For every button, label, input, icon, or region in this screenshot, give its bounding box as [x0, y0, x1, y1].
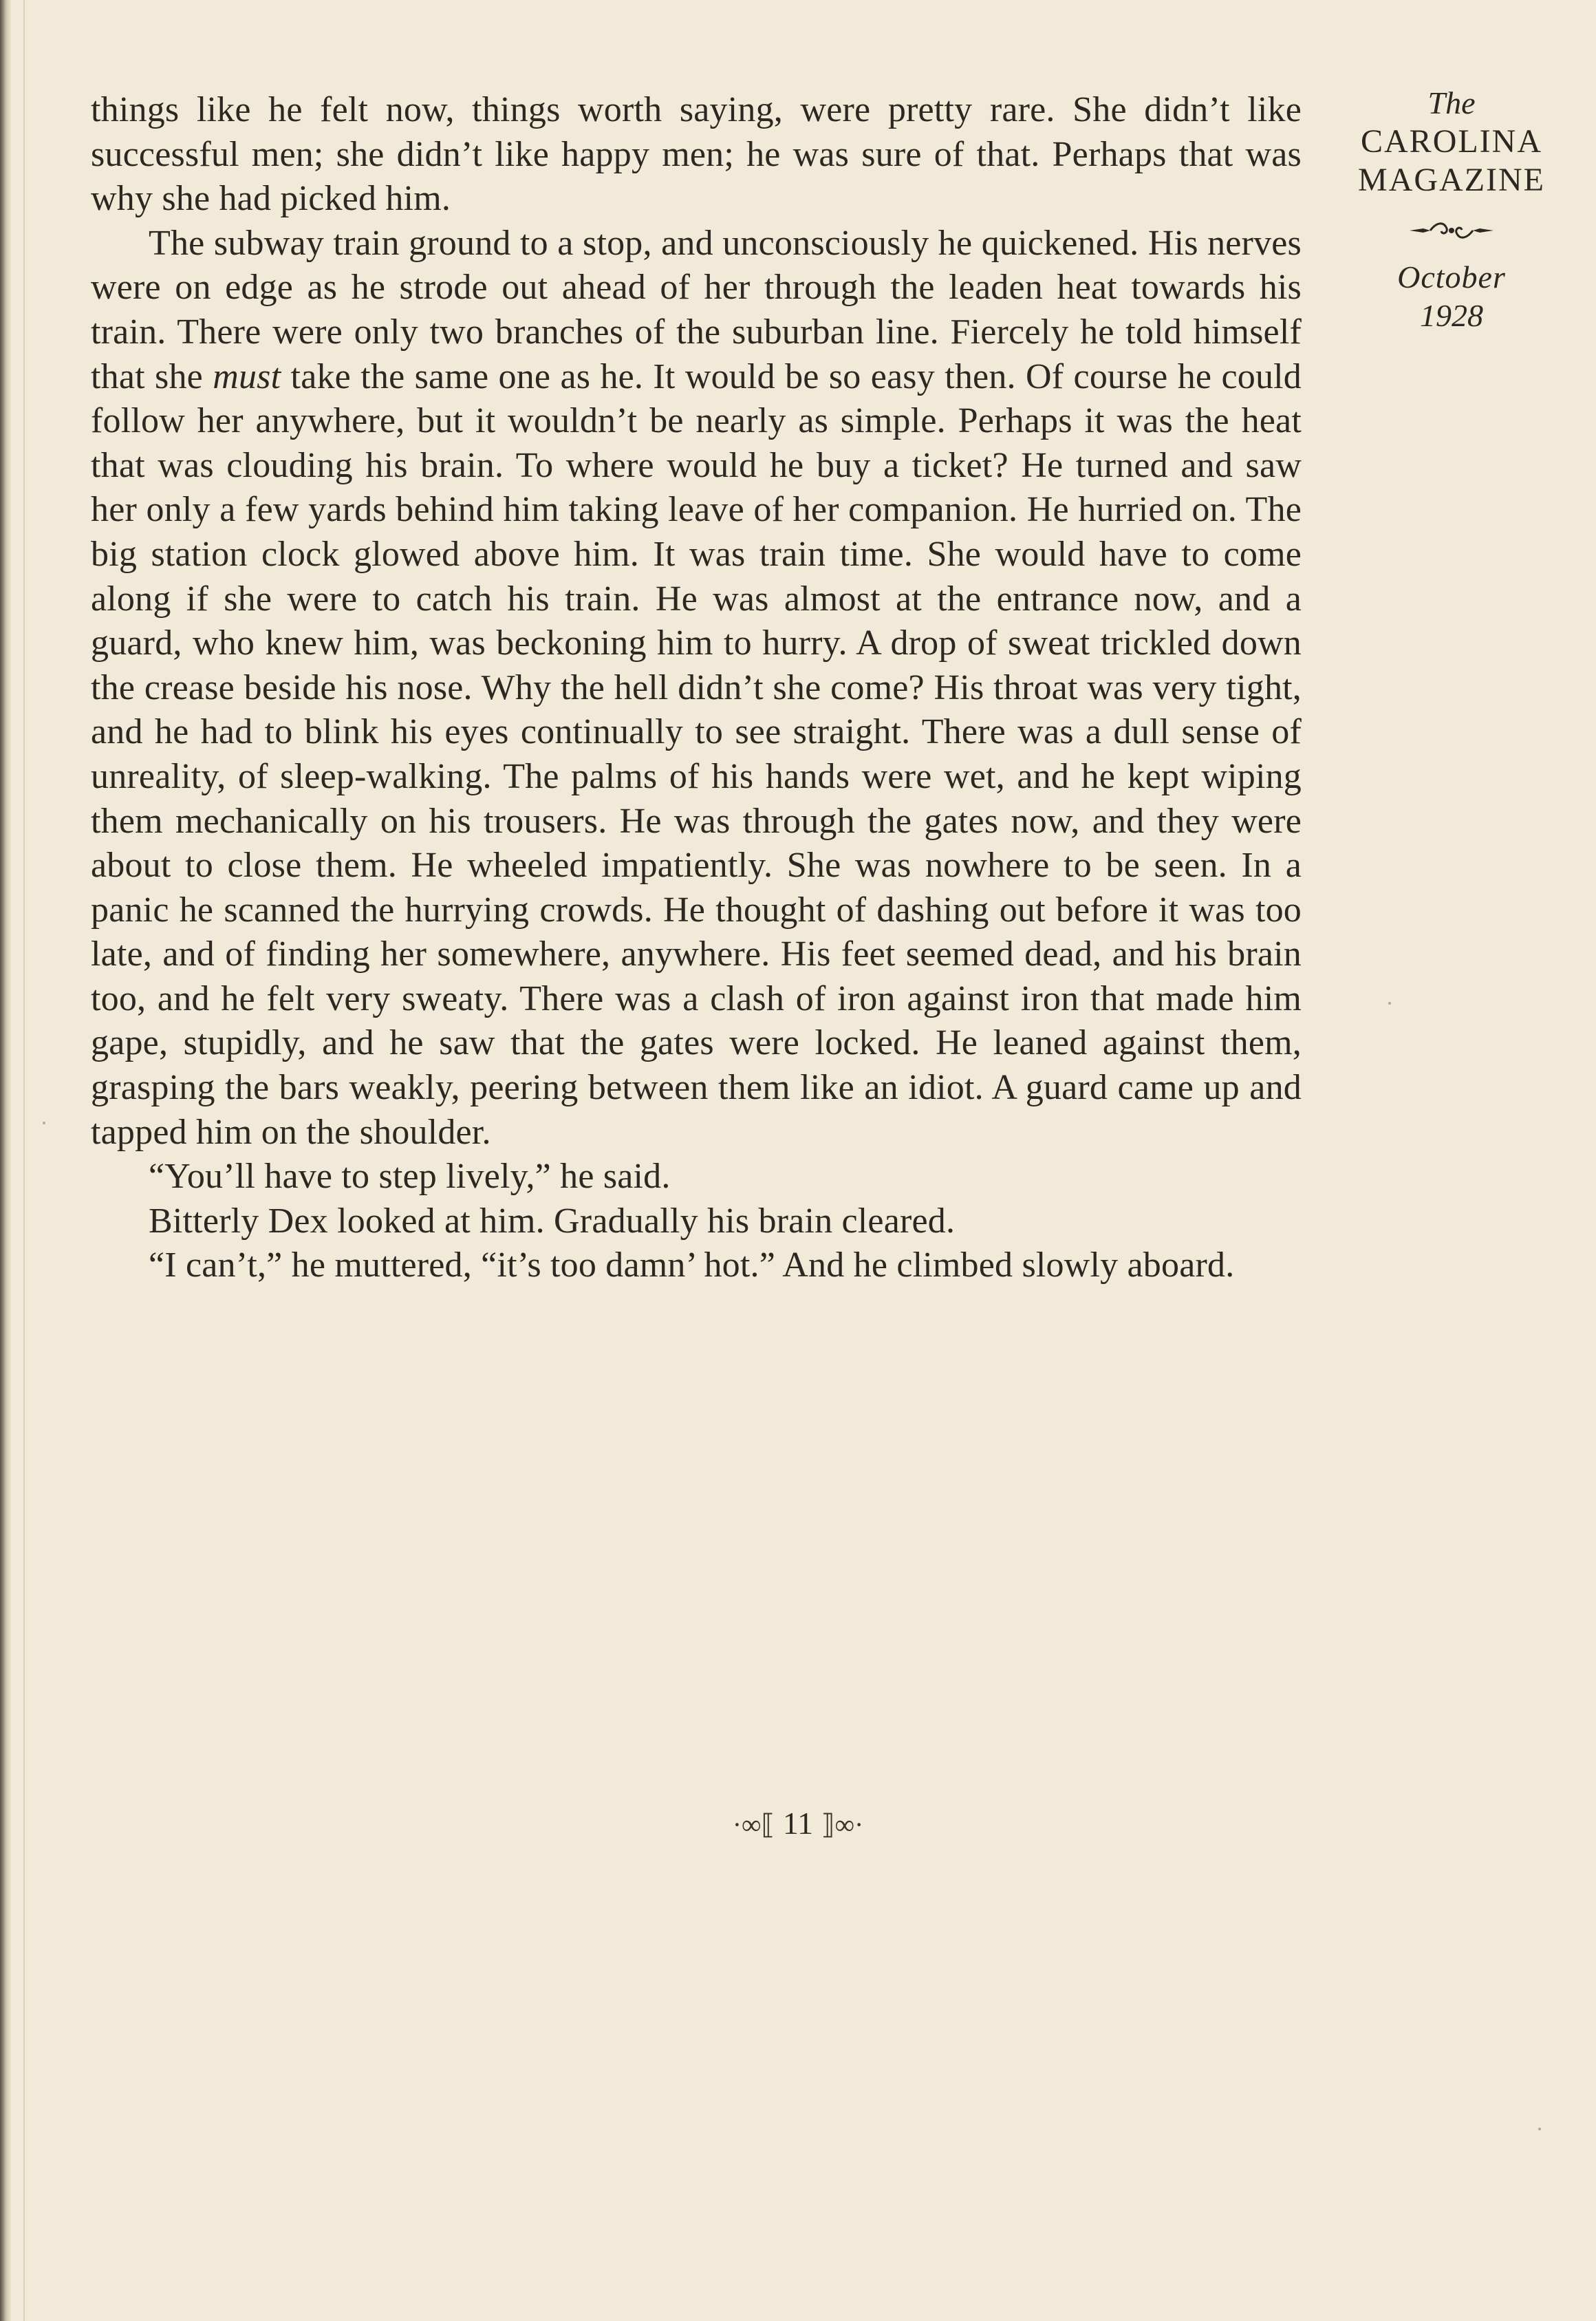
story-text-column: [91, 88, 1302, 1288]
page-gutter-line: [23, 0, 25, 2321]
page-number: 11: [782, 1806, 814, 1841]
page-binding-edge: [0, 0, 11, 2321]
folio-left-ornament-icon: ·∞⟦: [732, 1809, 775, 1840]
paragraph-continued: things like he felt now, things worth saying, were pretty rare. She didn’t like successful men; she didn’t like happy men; he was sure of that. Perhaps that was why she had picked him.: [91, 90, 1302, 219]
dialogue-step-lively: “You’ll have to step lively,” he said.: [149, 1157, 671, 1197]
paper-speck: [1388, 1002, 1391, 1005]
magazine-name-line-2: MAGAZINE: [1358, 162, 1545, 198]
fleuron-ornament-icon: [1407, 220, 1496, 241]
paragraph-subway-part-a: The subway train ground to a stop, and unconsciously he quickened. His nerves were on edge as he strode out ahead of her through the leaden heat towards his train. There were only two branches of the suburban line. Fiercely he told himself that she: [91, 223, 1302, 396]
page-footer: [0, 1804, 1596, 1844]
dialogue-too-hot: “I can’t,” he muttered, “it’s too damn’ hot.” And he climbed slowly aboard.: [149, 1245, 1235, 1285]
paper-speck: [43, 1122, 45, 1124]
folio-right-ornament-icon: ⟧∞·: [821, 1809, 864, 1840]
magazine-name-line-1: CAROLINA: [1361, 123, 1542, 160]
emphasis-must: must: [213, 356, 281, 396]
magazine-article: The: [1427, 85, 1476, 120]
paragraph-subway-part-b: take the same one as he. It would be so easy then. Of course he could follow her anywhere, but it wouldn’t be nearly as simple. Perhaps it was the heat that was clouding his brain. To where would he buy a ticket? He turned and saw her only a few yards behind him taking leave of her companion. He hurried on. The big station clock glowed above him. It was train time. She would have to come along if she were to catch his train. He was almost at the entrance now, and a guard, who knew him, was beckoning him to hurry. A drop of sweat trickled down the crease beside his nose. Why the hell didn’t she come? His throat was very tight, and he had to blink his eyes continually to see straight. There was a dull sense of unreality, of sleep-walking. The palms of his hands were wet, and he kept wiping them mechanically on his trousers. He was through the gates now, and they were about to close them. He wheeled impatiently. She was nowhere to be seen. In a panic he scanned the hurrying crowds. He thought of dashing out before it was too late, and of finding her somewhere, anywhere. His feet seemed dead, and his brain too, and he felt very sweaty. There was a clash of iron against iron that made him gape, stupidly, and he saw that the gates were locked. He leaned against them, grasping the bars weakly, peering between them like an idiot. A guard came up and tapped him on the shoulder.: [91, 356, 1302, 1152]
paragraph-bitterly: Bitterly Dex looked at him. Gradually his brain cleared.: [149, 1201, 956, 1241]
paragraph-subway: [91, 222, 1302, 1155]
paper-speck: [1538, 2128, 1541, 2130]
issue-month: October: [1397, 259, 1506, 295]
issue-year: 1928: [1420, 298, 1483, 333]
running-head-sidebar: [1338, 84, 1565, 335]
